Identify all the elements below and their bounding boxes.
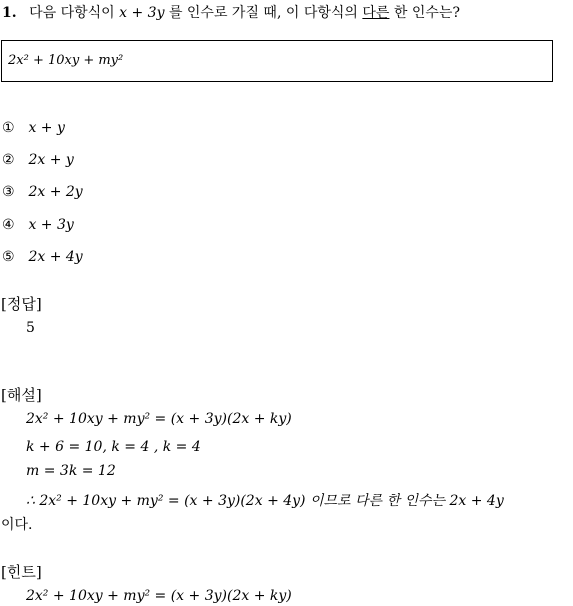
explanation-line-3: m = 3k = 12 <box>26 463 116 479</box>
choice-4[interactable] <box>2 217 74 233</box>
choice-4-text: x + 3y <box>28 217 74 233</box>
question-text-after: 한 인수는? <box>393 5 460 21</box>
question-underlined-word: 다른 <box>362 5 390 21</box>
choice-5[interactable] <box>2 249 83 265</box>
explanation-tail: 이다. <box>1 517 33 533</box>
question-text-middle: 를 인수로 가질 때, 이 다항식의 <box>168 5 358 21</box>
explanation-line-4: ∴ 2x² + 10xy + my² = (x + 3y)(2x + 4y) 이므로 다른 한 인수는 2x + 4y <box>26 493 504 509</box>
box-expression: 2x² + 10xy + my² <box>8 53 124 68</box>
hint-line: 2x² + 10xy + my² = (x + 3y)(2x + ky) <box>26 588 292 604</box>
explanation-title: [해설] <box>1 386 42 404</box>
choice-5-mark: ⑤ <box>2 249 15 265</box>
expression-box <box>1 40 553 82</box>
answer-title: [정답] <box>1 295 42 313</box>
explanation-line-2: k + 6 = 10, k = 4 , k = 4 <box>26 439 201 455</box>
choice-3-text: 2x + 2y <box>28 184 83 200</box>
choice-3-mark: ③ <box>2 184 15 200</box>
answer-value: 5 <box>26 320 35 336</box>
question-line <box>2 2 460 22</box>
choice-5-text: 2x + 4y <box>28 249 83 265</box>
choice-1[interactable] <box>2 120 65 136</box>
choice-1-text: x + y <box>28 120 65 136</box>
question-text-before: 다음 다항식이 <box>29 5 115 21</box>
choice-2[interactable] <box>2 152 74 168</box>
choice-4-mark: ④ <box>2 217 15 233</box>
choice-2-mark: ② <box>2 152 15 168</box>
choice-2-text: 2x + y <box>28 152 74 168</box>
choice-3[interactable] <box>2 184 83 200</box>
hint-title: [힌트] <box>1 563 42 581</box>
question-factor: x + 3y <box>119 5 165 21</box>
explanation-line-1: 2x² + 10xy + my² = (x + 3y)(2x + ky) <box>26 411 292 427</box>
choice-1-mark: ① <box>2 120 15 136</box>
question-number: 1. <box>2 5 17 21</box>
